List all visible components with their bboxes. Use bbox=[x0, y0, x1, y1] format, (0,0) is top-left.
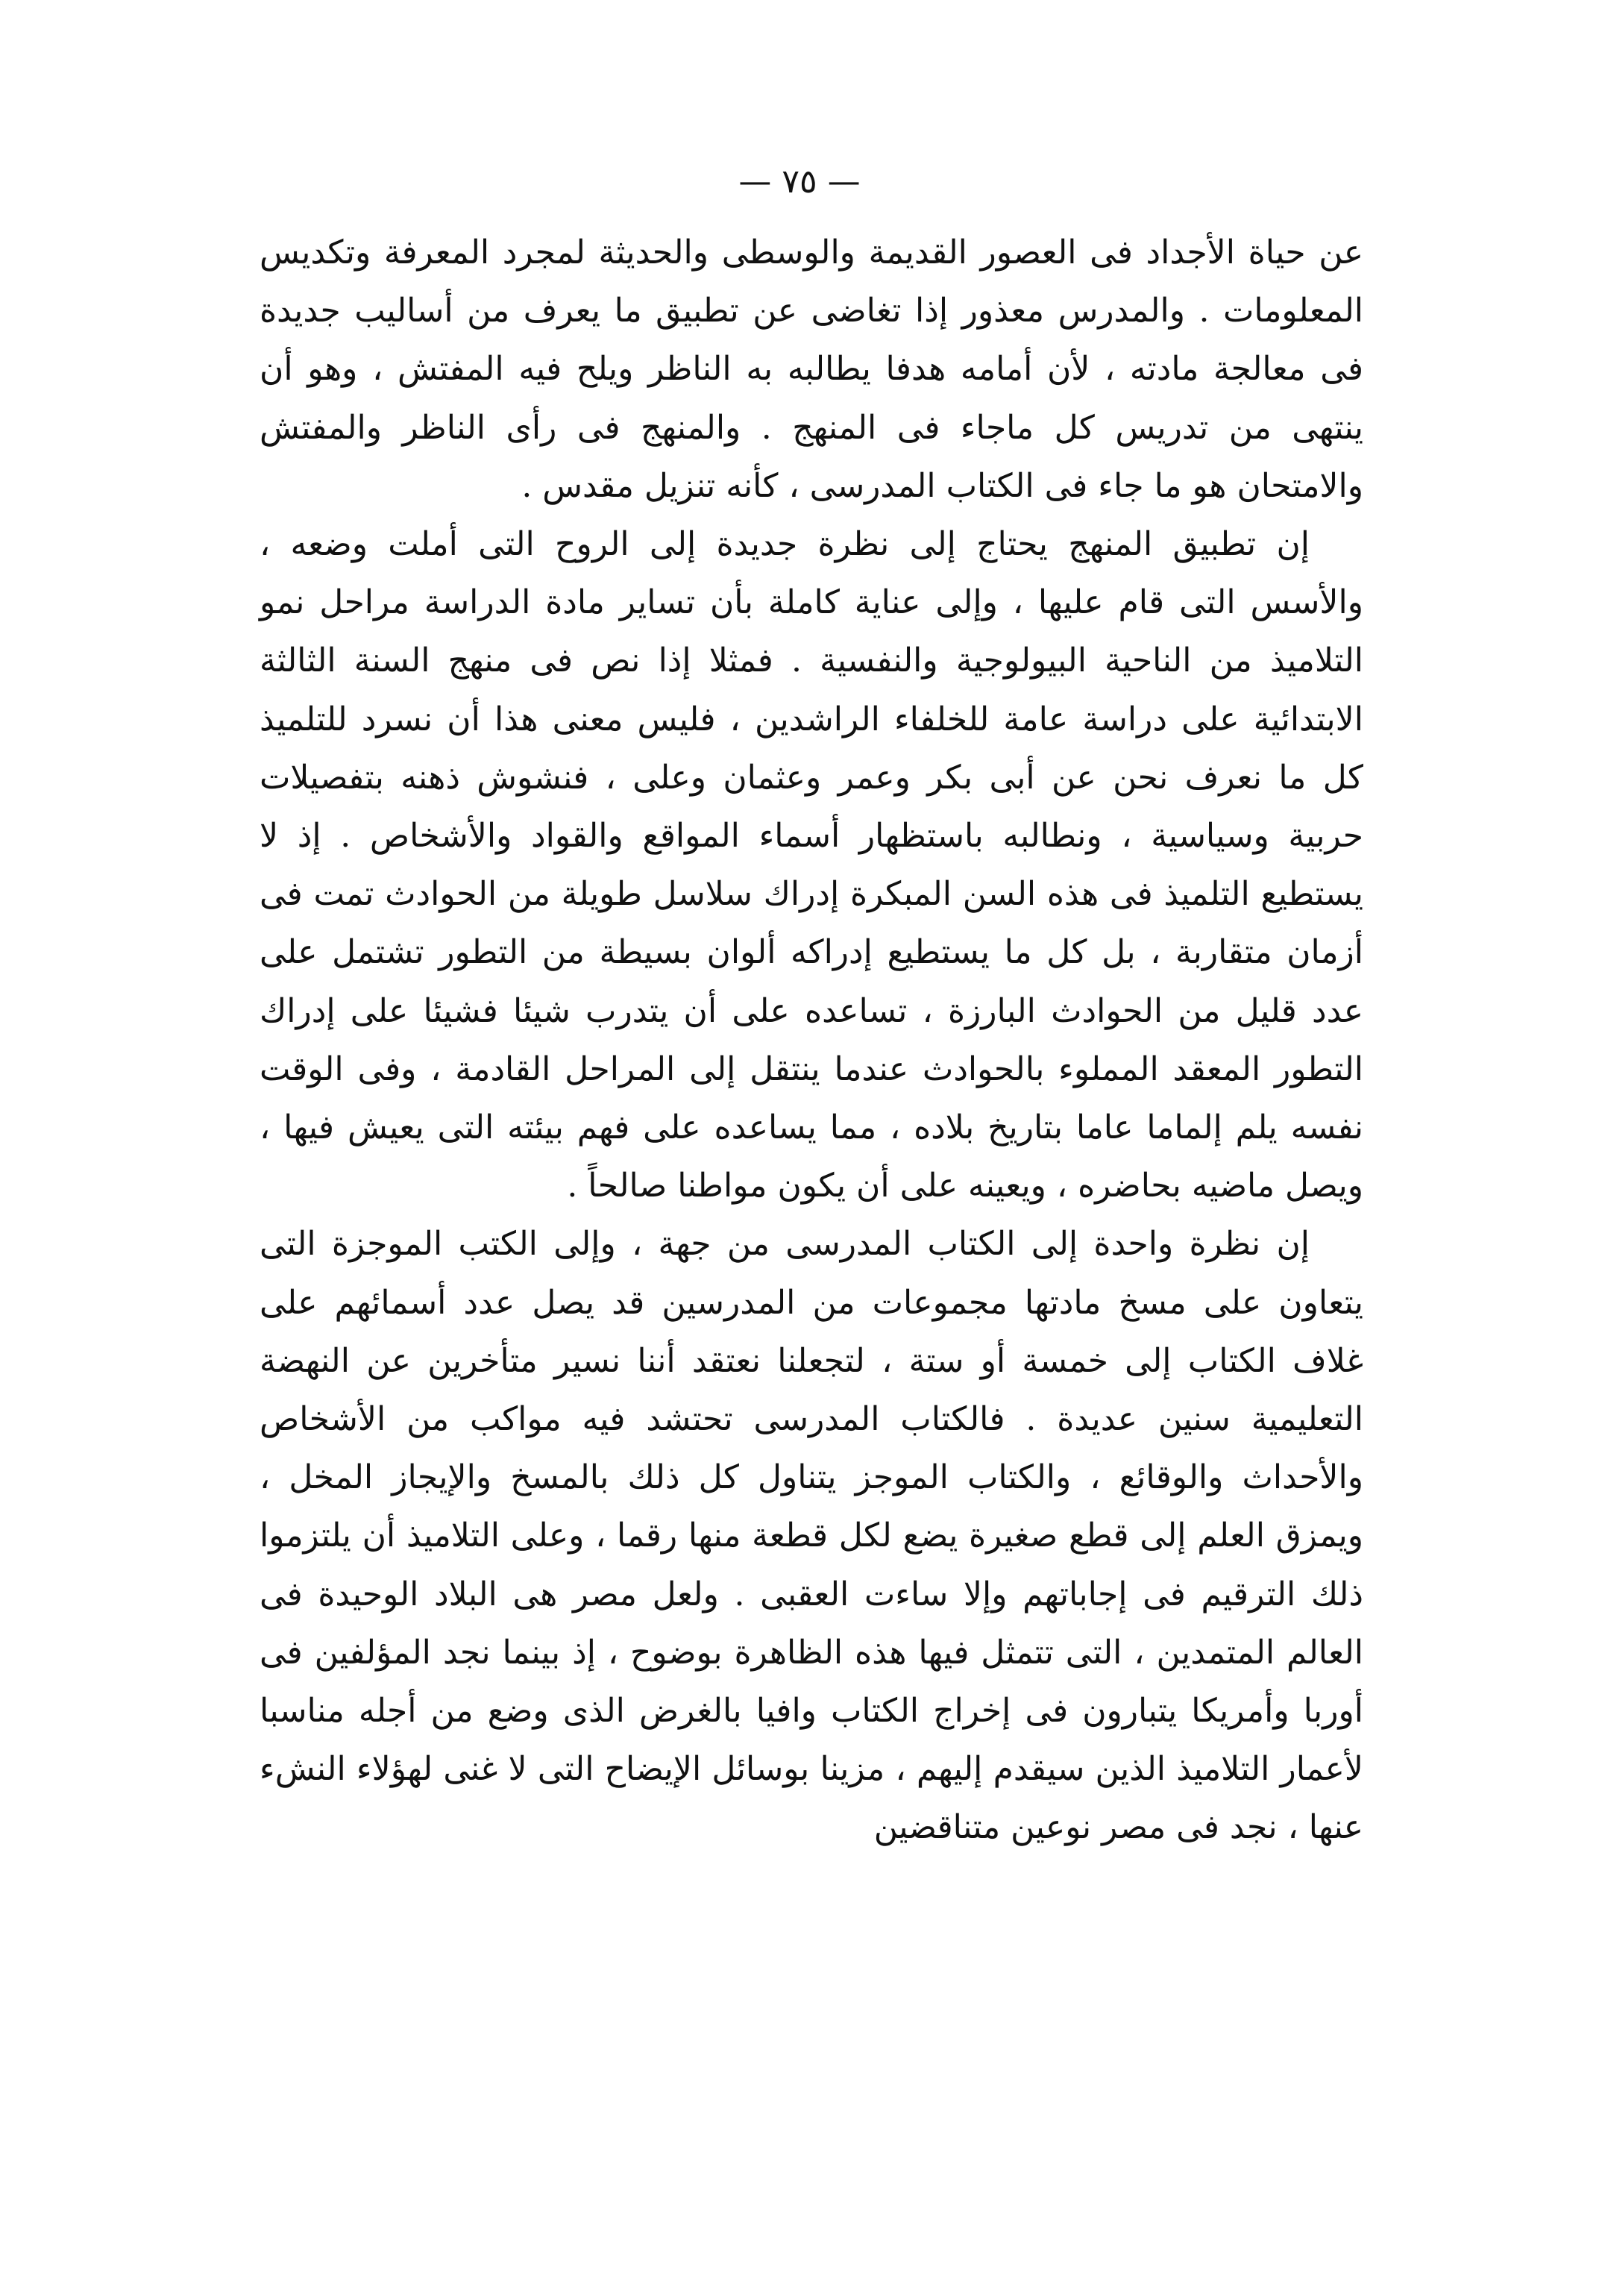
paragraph-2: إن تطبيق المنهج يحتاج إلى نظرة جديدة إلى الروح التى أملت وضعه ، والأسس التى قام عليها ، وإلى عناية كاملة بأن تساير مادة الدراسة مراحل نمو التلاميذ من الناحية البيولوجية والنفسية . فمثلا إذا نص فى منهج السنة الثالثة الابتدائية على دراسة عامة للخلفاء الراشدين ، فليس معنى هذا أن نسرد للتلميذ كل ما نعرف نحن عن أبى بكر وعمر وعثمان وعلى ، فنشوش ذهنه بتفصيلات حربية وسياسية ، ونطالبه باستظهار أسماء المواقع والقواد والأشخاص . إذ لا يستطيع التلميذ فى هذه السن المبكرة إدراك سلاسل طويلة من الحوادث تمت فى أزمان متقاربة ، بل كل ما يستطيع إدراكه ألوان بسيطة من التطور تشتمل على عدد قليل من الحوادث البارزة ، تساعده على أن يتدرب شيئا فشيئا على إدراك التطور المعقد المملوء بالحوادث عندما ينتقل إلى المراحل القادمة ، وفى الوقت نفسه يلم إلماما عاما بتاريخ بلاده ، مما يساعده على فهم بيئته التى يعيش فيها ، ويصل ماضيه بحاضره ، ويعينه على أن يكون مواطنا صالحاً . bbox=[260, 525, 1363, 1205]
paragraph-3: إن نظرة واحدة إلى الكتاب المدرسى من جهة ، وإلى الكتب الموجزة التى يتعاون على مسخ مادتها مجموعات من المدرسين قد يصل عدد أسمائهم على غلاف الكتاب إلى خمسة أو ستة ، لتجعلنا نعتقد أننا نسير متأخرين عن النهضة التعليمية سنين عديدة . فالكتاب المدرسى تحتشد فيه مواكب من الأشخاص والأحداث والوقائع ، والكتاب الموجز يتناول كل ذلك بالمسخ والإيجاز المخل ، ويمزق العلم إلى قطع صغيرة يضع لكل قطعة منها رقما ، وعلى التلاميذ أن يلتزموا ذلك الترقيم فى إجاباتهم وإلا ساءت العقبى . ولعل مصر هى البلاد الوحيدة فى العالم المتمدين ، التى تتمثل فيها هذه الظاهرة بوضوح ، إذ بينما نجد المؤلفين فى أوربا وأمريكا يتبارون فى إخراج الكتاب وافيا بالغرض الذى وضع من أجله مناسبا لأعمار التلاميذ الذين سيقدم إليهم ، مزينا بوسائل الإيضاح التى لا غنى لهؤلاء النشء عنها ، نجد فى مصر نوعين متناقضين bbox=[260, 1225, 1363, 1847]
page-body bbox=[260, 224, 1363, 1857]
paragraph-1: عن حياة الأجداد فى العصور القديمة والوسطى والحديثة لمجرد المعرفة وتكديس المعلومات . والمدرس معذور إذا تغاضى عن تطبيق ما يعرف من أساليب جديدة فى معالجة مادته ، لأن أمامه هدفا يطالبه به الناظر ويلح فيه المفتش ، وهو أن ينتهى من تدريس كل ماجاء فى المنهج . والمنهج فى رأى الناظر والمفتش والامتحان هو ما جاء فى الكتاب المدرسى ، كأنه تنزيل مقدس . bbox=[260, 233, 1363, 505]
page-number: — ٧٥ — bbox=[738, 163, 861, 201]
